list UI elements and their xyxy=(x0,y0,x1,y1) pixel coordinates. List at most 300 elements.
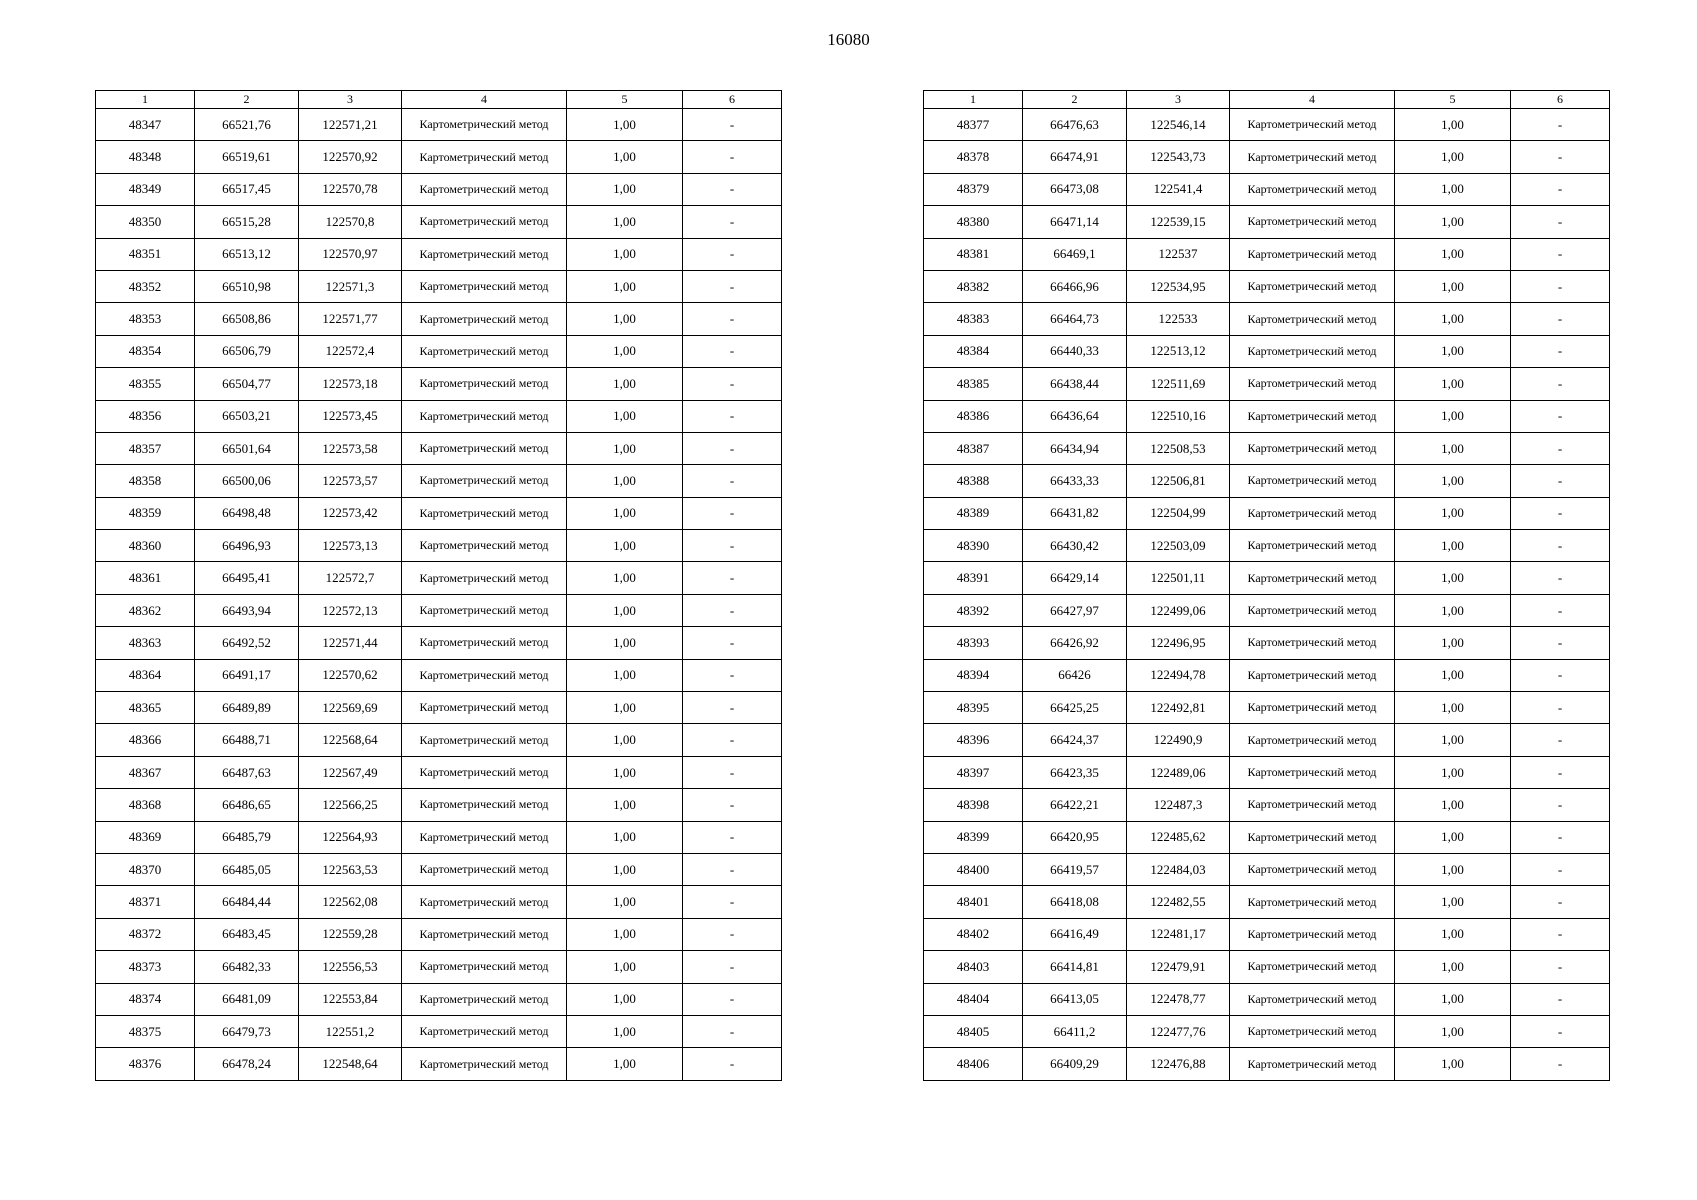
method-cell: Картометрический метод xyxy=(1230,821,1395,853)
description-cell: - xyxy=(1511,1048,1610,1080)
point-number-cell: 48406 xyxy=(924,1048,1023,1080)
method-cell: Картометрический метод xyxy=(1230,692,1395,724)
error-cell: 1,00 xyxy=(567,173,683,205)
method-cell: Картометрический метод xyxy=(1230,530,1395,562)
error-cell: 1,00 xyxy=(1395,983,1511,1015)
y-coordinate-cell: 122478,77 xyxy=(1127,983,1230,1015)
y-coordinate-cell: 122484,03 xyxy=(1127,853,1230,885)
point-number-cell: 48386 xyxy=(924,400,1023,432)
y-coordinate-cell: 122487,3 xyxy=(1127,789,1230,821)
description-cell: - xyxy=(1511,724,1610,756)
x-coordinate-cell: 66488,71 xyxy=(195,724,299,756)
error-cell: 1,00 xyxy=(1395,756,1511,788)
table-row xyxy=(96,821,782,853)
table-row xyxy=(96,983,782,1015)
error-cell: 1,00 xyxy=(1395,886,1511,918)
table-row xyxy=(96,206,782,238)
table-row xyxy=(924,173,1610,205)
x-coordinate-cell: 66481,09 xyxy=(195,983,299,1015)
point-number-cell: 48359 xyxy=(96,497,195,529)
y-coordinate-cell: 122570,62 xyxy=(299,659,402,691)
y-coordinate-cell: 122568,64 xyxy=(299,724,402,756)
error-cell: 1,00 xyxy=(1395,303,1511,335)
method-cell: Картометрический метод xyxy=(1230,756,1395,788)
table-row xyxy=(96,303,782,335)
x-coordinate-cell: 66469,1 xyxy=(1023,238,1127,270)
description-cell: - xyxy=(683,756,782,788)
error-cell: 1,00 xyxy=(567,335,683,367)
x-coordinate-cell: 66484,44 xyxy=(195,886,299,918)
table-row xyxy=(924,465,1610,497)
table-row xyxy=(96,238,782,270)
description-cell: - xyxy=(1511,497,1610,529)
y-coordinate-cell: 122496,95 xyxy=(1127,627,1230,659)
description-cell: - xyxy=(683,141,782,173)
point-number-cell: 48382 xyxy=(924,270,1023,302)
method-cell: Картометрический метод xyxy=(1230,627,1395,659)
point-number-cell: 48352 xyxy=(96,270,195,302)
method-cell: Картометрический метод xyxy=(402,853,567,885)
table-row xyxy=(96,497,782,529)
error-cell: 1,00 xyxy=(567,465,683,497)
method-cell: Картометрический метод xyxy=(1230,432,1395,464)
description-cell: - xyxy=(1511,789,1610,821)
description-cell: - xyxy=(683,983,782,1015)
description-cell: - xyxy=(683,594,782,626)
error-cell: 1,00 xyxy=(1395,400,1511,432)
error-cell: 1,00 xyxy=(567,789,683,821)
x-coordinate-cell: 66485,05 xyxy=(195,853,299,885)
y-coordinate-cell: 122511,69 xyxy=(1127,368,1230,400)
error-cell: 1,00 xyxy=(567,918,683,950)
point-number-cell: 48374 xyxy=(96,983,195,1015)
x-coordinate-cell: 66418,08 xyxy=(1023,886,1127,918)
y-coordinate-cell: 122476,88 xyxy=(1127,1048,1230,1080)
x-coordinate-cell: 66478,24 xyxy=(195,1048,299,1080)
x-coordinate-cell: 66517,45 xyxy=(195,173,299,205)
y-coordinate-cell: 122501,11 xyxy=(1127,562,1230,594)
error-cell: 1,00 xyxy=(567,432,683,464)
x-coordinate-cell: 66493,94 xyxy=(195,594,299,626)
table-row xyxy=(924,789,1610,821)
y-coordinate-cell: 122489,06 xyxy=(1127,756,1230,788)
method-cell: Картометрический метод xyxy=(1230,465,1395,497)
error-cell: 1,00 xyxy=(567,400,683,432)
method-cell: Картометрический метод xyxy=(402,530,567,562)
x-coordinate-cell: 66426 xyxy=(1023,659,1127,691)
table-row xyxy=(924,335,1610,367)
point-number-cell: 48402 xyxy=(924,918,1023,950)
description-cell: - xyxy=(683,335,782,367)
error-cell: 1,00 xyxy=(1395,951,1511,983)
y-coordinate-cell: 122572,4 xyxy=(299,335,402,367)
error-cell: 1,00 xyxy=(1395,368,1511,400)
description-cell: - xyxy=(1511,659,1610,691)
method-cell: Картометрический метод xyxy=(1230,853,1395,885)
point-number-cell: 48398 xyxy=(924,789,1023,821)
method-cell: Картометрический метод xyxy=(1230,789,1395,821)
y-coordinate-cell: 122482,55 xyxy=(1127,886,1230,918)
table-row xyxy=(924,497,1610,529)
error-cell: 1,00 xyxy=(567,821,683,853)
method-cell: Картометрический метод xyxy=(402,692,567,724)
error-cell: 1,00 xyxy=(567,109,683,141)
y-coordinate-cell: 122571,3 xyxy=(299,270,402,302)
method-cell: Картометрический метод xyxy=(1230,983,1395,1015)
error-cell: 1,00 xyxy=(567,368,683,400)
error-cell: 1,00 xyxy=(1395,465,1511,497)
method-cell: Картометрический метод xyxy=(1230,594,1395,626)
header-row xyxy=(924,91,1610,109)
table-row xyxy=(924,270,1610,302)
table-row xyxy=(96,432,782,464)
method-cell: Картометрический метод xyxy=(402,659,567,691)
point-number-cell: 48366 xyxy=(96,724,195,756)
table-row xyxy=(924,918,1610,950)
x-coordinate-cell: 66411,2 xyxy=(1023,1015,1127,1047)
error-cell: 1,00 xyxy=(567,594,683,626)
coordinates-table-right xyxy=(923,90,1610,1081)
y-coordinate-cell: 122570,78 xyxy=(299,173,402,205)
x-coordinate-cell: 66474,91 xyxy=(1023,141,1127,173)
method-cell: Картометрический метод xyxy=(402,109,567,141)
point-number-cell: 48378 xyxy=(924,141,1023,173)
column-header-2: 2 xyxy=(1023,91,1127,109)
column-header-6: 6 xyxy=(1511,91,1610,109)
column-header-5: 5 xyxy=(1395,91,1511,109)
y-coordinate-cell: 122559,28 xyxy=(299,918,402,950)
table-row xyxy=(96,692,782,724)
x-coordinate-cell: 66515,28 xyxy=(195,206,299,238)
method-cell: Картометрический метод xyxy=(402,173,567,205)
method-cell: Картометрический метод xyxy=(1230,886,1395,918)
point-number-cell: 48404 xyxy=(924,983,1023,1015)
y-coordinate-cell: 122570,92 xyxy=(299,141,402,173)
point-number-cell: 48383 xyxy=(924,303,1023,335)
y-coordinate-cell: 122572,13 xyxy=(299,594,402,626)
x-coordinate-cell: 66429,14 xyxy=(1023,562,1127,594)
y-coordinate-cell: 122503,09 xyxy=(1127,530,1230,562)
point-number-cell: 48347 xyxy=(96,109,195,141)
column-header-4: 4 xyxy=(402,91,567,109)
description-cell: - xyxy=(683,497,782,529)
x-coordinate-cell: 66430,42 xyxy=(1023,530,1127,562)
point-number-cell: 48371 xyxy=(96,886,195,918)
table-row xyxy=(96,886,782,918)
point-number-cell: 48396 xyxy=(924,724,1023,756)
y-coordinate-cell: 122570,8 xyxy=(299,206,402,238)
description-cell: - xyxy=(1511,886,1610,918)
description-cell: - xyxy=(1511,465,1610,497)
table-row xyxy=(924,594,1610,626)
y-coordinate-cell: 122541,4 xyxy=(1127,173,1230,205)
x-coordinate-cell: 66409,29 xyxy=(1023,1048,1127,1080)
description-cell: - xyxy=(1511,1015,1610,1047)
method-cell: Картометрический метод xyxy=(402,724,567,756)
x-coordinate-cell: 66501,64 xyxy=(195,432,299,464)
table-row xyxy=(96,853,782,885)
method-cell: Картометрический метод xyxy=(1230,270,1395,302)
table-row xyxy=(924,756,1610,788)
header-row xyxy=(96,91,782,109)
description-cell: - xyxy=(683,659,782,691)
point-number-cell: 48356 xyxy=(96,400,195,432)
y-coordinate-cell: 122508,53 xyxy=(1127,432,1230,464)
description-cell: - xyxy=(683,465,782,497)
description-cell: - xyxy=(1511,206,1610,238)
table-row xyxy=(96,724,782,756)
x-coordinate-cell: 66425,25 xyxy=(1023,692,1127,724)
point-number-cell: 48390 xyxy=(924,530,1023,562)
method-cell: Картометрический метод xyxy=(1230,400,1395,432)
error-cell: 1,00 xyxy=(1395,821,1511,853)
description-cell: - xyxy=(1511,983,1610,1015)
error-cell: 1,00 xyxy=(1395,853,1511,885)
x-coordinate-cell: 66424,37 xyxy=(1023,724,1127,756)
description-cell: - xyxy=(1511,627,1610,659)
error-cell: 1,00 xyxy=(567,1015,683,1047)
table-row xyxy=(96,1048,782,1080)
method-cell: Картометрический метод xyxy=(1230,562,1395,594)
error-cell: 1,00 xyxy=(567,853,683,885)
y-coordinate-cell: 122490,9 xyxy=(1127,724,1230,756)
error-cell: 1,00 xyxy=(1395,238,1511,270)
point-number-cell: 48376 xyxy=(96,1048,195,1080)
column-header-6: 6 xyxy=(683,91,782,109)
x-coordinate-cell: 66473,08 xyxy=(1023,173,1127,205)
x-coordinate-cell: 66419,57 xyxy=(1023,853,1127,885)
table-row xyxy=(96,141,782,173)
description-cell: - xyxy=(683,692,782,724)
description-cell: - xyxy=(683,432,782,464)
x-coordinate-cell: 66416,49 xyxy=(1023,918,1127,950)
description-cell: - xyxy=(1511,109,1610,141)
y-coordinate-cell: 122572,7 xyxy=(299,562,402,594)
point-number-cell: 48381 xyxy=(924,238,1023,270)
x-coordinate-cell: 66422,21 xyxy=(1023,789,1127,821)
description-cell: - xyxy=(1511,821,1610,853)
method-cell: Картометрический метод xyxy=(402,983,567,1015)
error-cell: 1,00 xyxy=(567,141,683,173)
point-number-cell: 48377 xyxy=(924,109,1023,141)
x-coordinate-cell: 66521,76 xyxy=(195,109,299,141)
x-coordinate-cell: 66506,79 xyxy=(195,335,299,367)
method-cell: Картометрический метод xyxy=(402,886,567,918)
error-cell: 1,00 xyxy=(567,562,683,594)
description-cell: - xyxy=(683,206,782,238)
table-row xyxy=(924,1015,1610,1047)
x-coordinate-cell: 66513,12 xyxy=(195,238,299,270)
y-coordinate-cell: 122537 xyxy=(1127,238,1230,270)
error-cell: 1,00 xyxy=(567,756,683,788)
y-coordinate-cell: 122481,17 xyxy=(1127,918,1230,950)
y-coordinate-cell: 122553,84 xyxy=(299,983,402,1015)
column-header-3: 3 xyxy=(1127,91,1230,109)
point-number-cell: 48401 xyxy=(924,886,1023,918)
x-coordinate-cell: 66471,14 xyxy=(1023,206,1127,238)
point-number-cell: 48397 xyxy=(924,756,1023,788)
table-row xyxy=(924,821,1610,853)
method-cell: Картометрический метод xyxy=(402,594,567,626)
y-coordinate-cell: 122485,62 xyxy=(1127,821,1230,853)
x-coordinate-cell: 66492,52 xyxy=(195,627,299,659)
error-cell: 1,00 xyxy=(567,497,683,529)
method-cell: Картометрический метод xyxy=(1230,659,1395,691)
point-number-cell: 48372 xyxy=(96,918,195,950)
table-row xyxy=(924,432,1610,464)
method-cell: Картометрический метод xyxy=(1230,497,1395,529)
description-cell: - xyxy=(683,886,782,918)
method-cell: Картометрический метод xyxy=(402,562,567,594)
column-header-5: 5 xyxy=(567,91,683,109)
point-number-cell: 48348 xyxy=(96,141,195,173)
table-row xyxy=(924,141,1610,173)
x-coordinate-cell: 66510,98 xyxy=(195,270,299,302)
y-coordinate-cell: 122513,12 xyxy=(1127,335,1230,367)
description-cell: - xyxy=(1511,562,1610,594)
description-cell: - xyxy=(683,173,782,205)
point-number-cell: 48360 xyxy=(96,530,195,562)
description-cell: - xyxy=(1511,335,1610,367)
point-number-cell: 48368 xyxy=(96,789,195,821)
table-row xyxy=(96,270,782,302)
method-cell: Картометрический метод xyxy=(1230,724,1395,756)
point-number-cell: 48365 xyxy=(96,692,195,724)
description-cell: - xyxy=(683,1015,782,1047)
x-coordinate-cell: 66498,48 xyxy=(195,497,299,529)
point-number-cell: 48367 xyxy=(96,756,195,788)
method-cell: Картометрический метод xyxy=(1230,238,1395,270)
table-row xyxy=(924,109,1610,141)
error-cell: 1,00 xyxy=(567,303,683,335)
error-cell: 1,00 xyxy=(1395,206,1511,238)
y-coordinate-cell: 122510,16 xyxy=(1127,400,1230,432)
y-coordinate-cell: 122573,42 xyxy=(299,497,402,529)
y-coordinate-cell: 122571,77 xyxy=(299,303,402,335)
point-number-cell: 48353 xyxy=(96,303,195,335)
x-coordinate-cell: 66485,79 xyxy=(195,821,299,853)
y-coordinate-cell: 122564,93 xyxy=(299,821,402,853)
table-row xyxy=(96,756,782,788)
y-coordinate-cell: 122551,2 xyxy=(299,1015,402,1047)
error-cell: 1,00 xyxy=(1395,141,1511,173)
error-cell: 1,00 xyxy=(1395,432,1511,464)
x-coordinate-cell: 66423,35 xyxy=(1023,756,1127,788)
y-coordinate-cell: 122573,45 xyxy=(299,400,402,432)
point-number-cell: 48361 xyxy=(96,562,195,594)
table-row xyxy=(96,530,782,562)
method-cell: Картометрический метод xyxy=(1230,109,1395,141)
error-cell: 1,00 xyxy=(567,692,683,724)
y-coordinate-cell: 122477,76 xyxy=(1127,1015,1230,1047)
x-coordinate-cell: 66476,63 xyxy=(1023,109,1127,141)
method-cell: Картометрический метод xyxy=(402,368,567,400)
table-row xyxy=(924,659,1610,691)
point-number-cell: 48395 xyxy=(924,692,1023,724)
method-cell: Картометрический метод xyxy=(402,1048,567,1080)
x-coordinate-cell: 66433,33 xyxy=(1023,465,1127,497)
table-row xyxy=(96,659,782,691)
error-cell: 1,00 xyxy=(567,270,683,302)
description-cell: - xyxy=(683,821,782,853)
method-cell: Картометрический метод xyxy=(1230,335,1395,367)
description-cell: - xyxy=(683,853,782,885)
x-coordinate-cell: 66464,73 xyxy=(1023,303,1127,335)
error-cell: 1,00 xyxy=(1395,1048,1511,1080)
x-coordinate-cell: 66426,92 xyxy=(1023,627,1127,659)
method-cell: Картометрический метод xyxy=(402,432,567,464)
point-number-cell: 48399 xyxy=(924,821,1023,853)
error-cell: 1,00 xyxy=(1395,562,1511,594)
point-number-cell: 48369 xyxy=(96,821,195,853)
y-coordinate-cell: 122543,73 xyxy=(1127,141,1230,173)
description-cell: - xyxy=(683,724,782,756)
error-cell: 1,00 xyxy=(1395,594,1511,626)
description-cell: - xyxy=(683,1048,782,1080)
table-row xyxy=(96,173,782,205)
method-cell: Картометрический метод xyxy=(402,756,567,788)
x-coordinate-cell: 66414,81 xyxy=(1023,951,1127,983)
description-cell: - xyxy=(683,109,782,141)
error-cell: 1,00 xyxy=(567,627,683,659)
y-coordinate-cell: 122534,95 xyxy=(1127,270,1230,302)
coordinates-table-left xyxy=(95,90,782,1081)
x-coordinate-cell: 66479,73 xyxy=(195,1015,299,1047)
method-cell: Картометрический метод xyxy=(1230,1048,1395,1080)
description-cell: - xyxy=(683,303,782,335)
description-cell: - xyxy=(1511,594,1610,626)
error-cell: 1,00 xyxy=(1395,109,1511,141)
x-coordinate-cell: 66434,94 xyxy=(1023,432,1127,464)
description-cell: - xyxy=(683,627,782,659)
x-coordinate-cell: 66500,06 xyxy=(195,465,299,497)
y-coordinate-cell: 122571,44 xyxy=(299,627,402,659)
method-cell: Картометрический метод xyxy=(402,918,567,950)
table-row xyxy=(924,951,1610,983)
method-cell: Картометрический метод xyxy=(402,627,567,659)
description-cell: - xyxy=(1511,918,1610,950)
point-number-cell: 48405 xyxy=(924,1015,1023,1047)
description-cell: - xyxy=(683,562,782,594)
y-coordinate-cell: 122479,91 xyxy=(1127,951,1230,983)
error-cell: 1,00 xyxy=(567,530,683,562)
x-coordinate-cell: 66496,93 xyxy=(195,530,299,562)
point-number-cell: 48394 xyxy=(924,659,1023,691)
point-number-cell: 48355 xyxy=(96,368,195,400)
point-number-cell: 48387 xyxy=(924,432,1023,464)
y-coordinate-cell: 122567,49 xyxy=(299,756,402,788)
error-cell: 1,00 xyxy=(1395,173,1511,205)
description-cell: - xyxy=(683,270,782,302)
table-row xyxy=(924,853,1610,885)
description-cell: - xyxy=(1511,756,1610,788)
error-cell: 1,00 xyxy=(1395,335,1511,367)
method-cell: Картометрический метод xyxy=(402,141,567,173)
table-row xyxy=(924,238,1610,270)
table-row xyxy=(96,335,782,367)
error-cell: 1,00 xyxy=(1395,530,1511,562)
description-cell: - xyxy=(1511,432,1610,464)
point-number-cell: 48400 xyxy=(924,853,1023,885)
y-coordinate-cell: 122573,13 xyxy=(299,530,402,562)
x-coordinate-cell: 66491,17 xyxy=(195,659,299,691)
y-coordinate-cell: 122506,81 xyxy=(1127,465,1230,497)
y-coordinate-cell: 122562,08 xyxy=(299,886,402,918)
error-cell: 1,00 xyxy=(567,1048,683,1080)
table-row xyxy=(96,627,782,659)
column-header-1: 1 xyxy=(924,91,1023,109)
x-coordinate-cell: 66431,82 xyxy=(1023,497,1127,529)
